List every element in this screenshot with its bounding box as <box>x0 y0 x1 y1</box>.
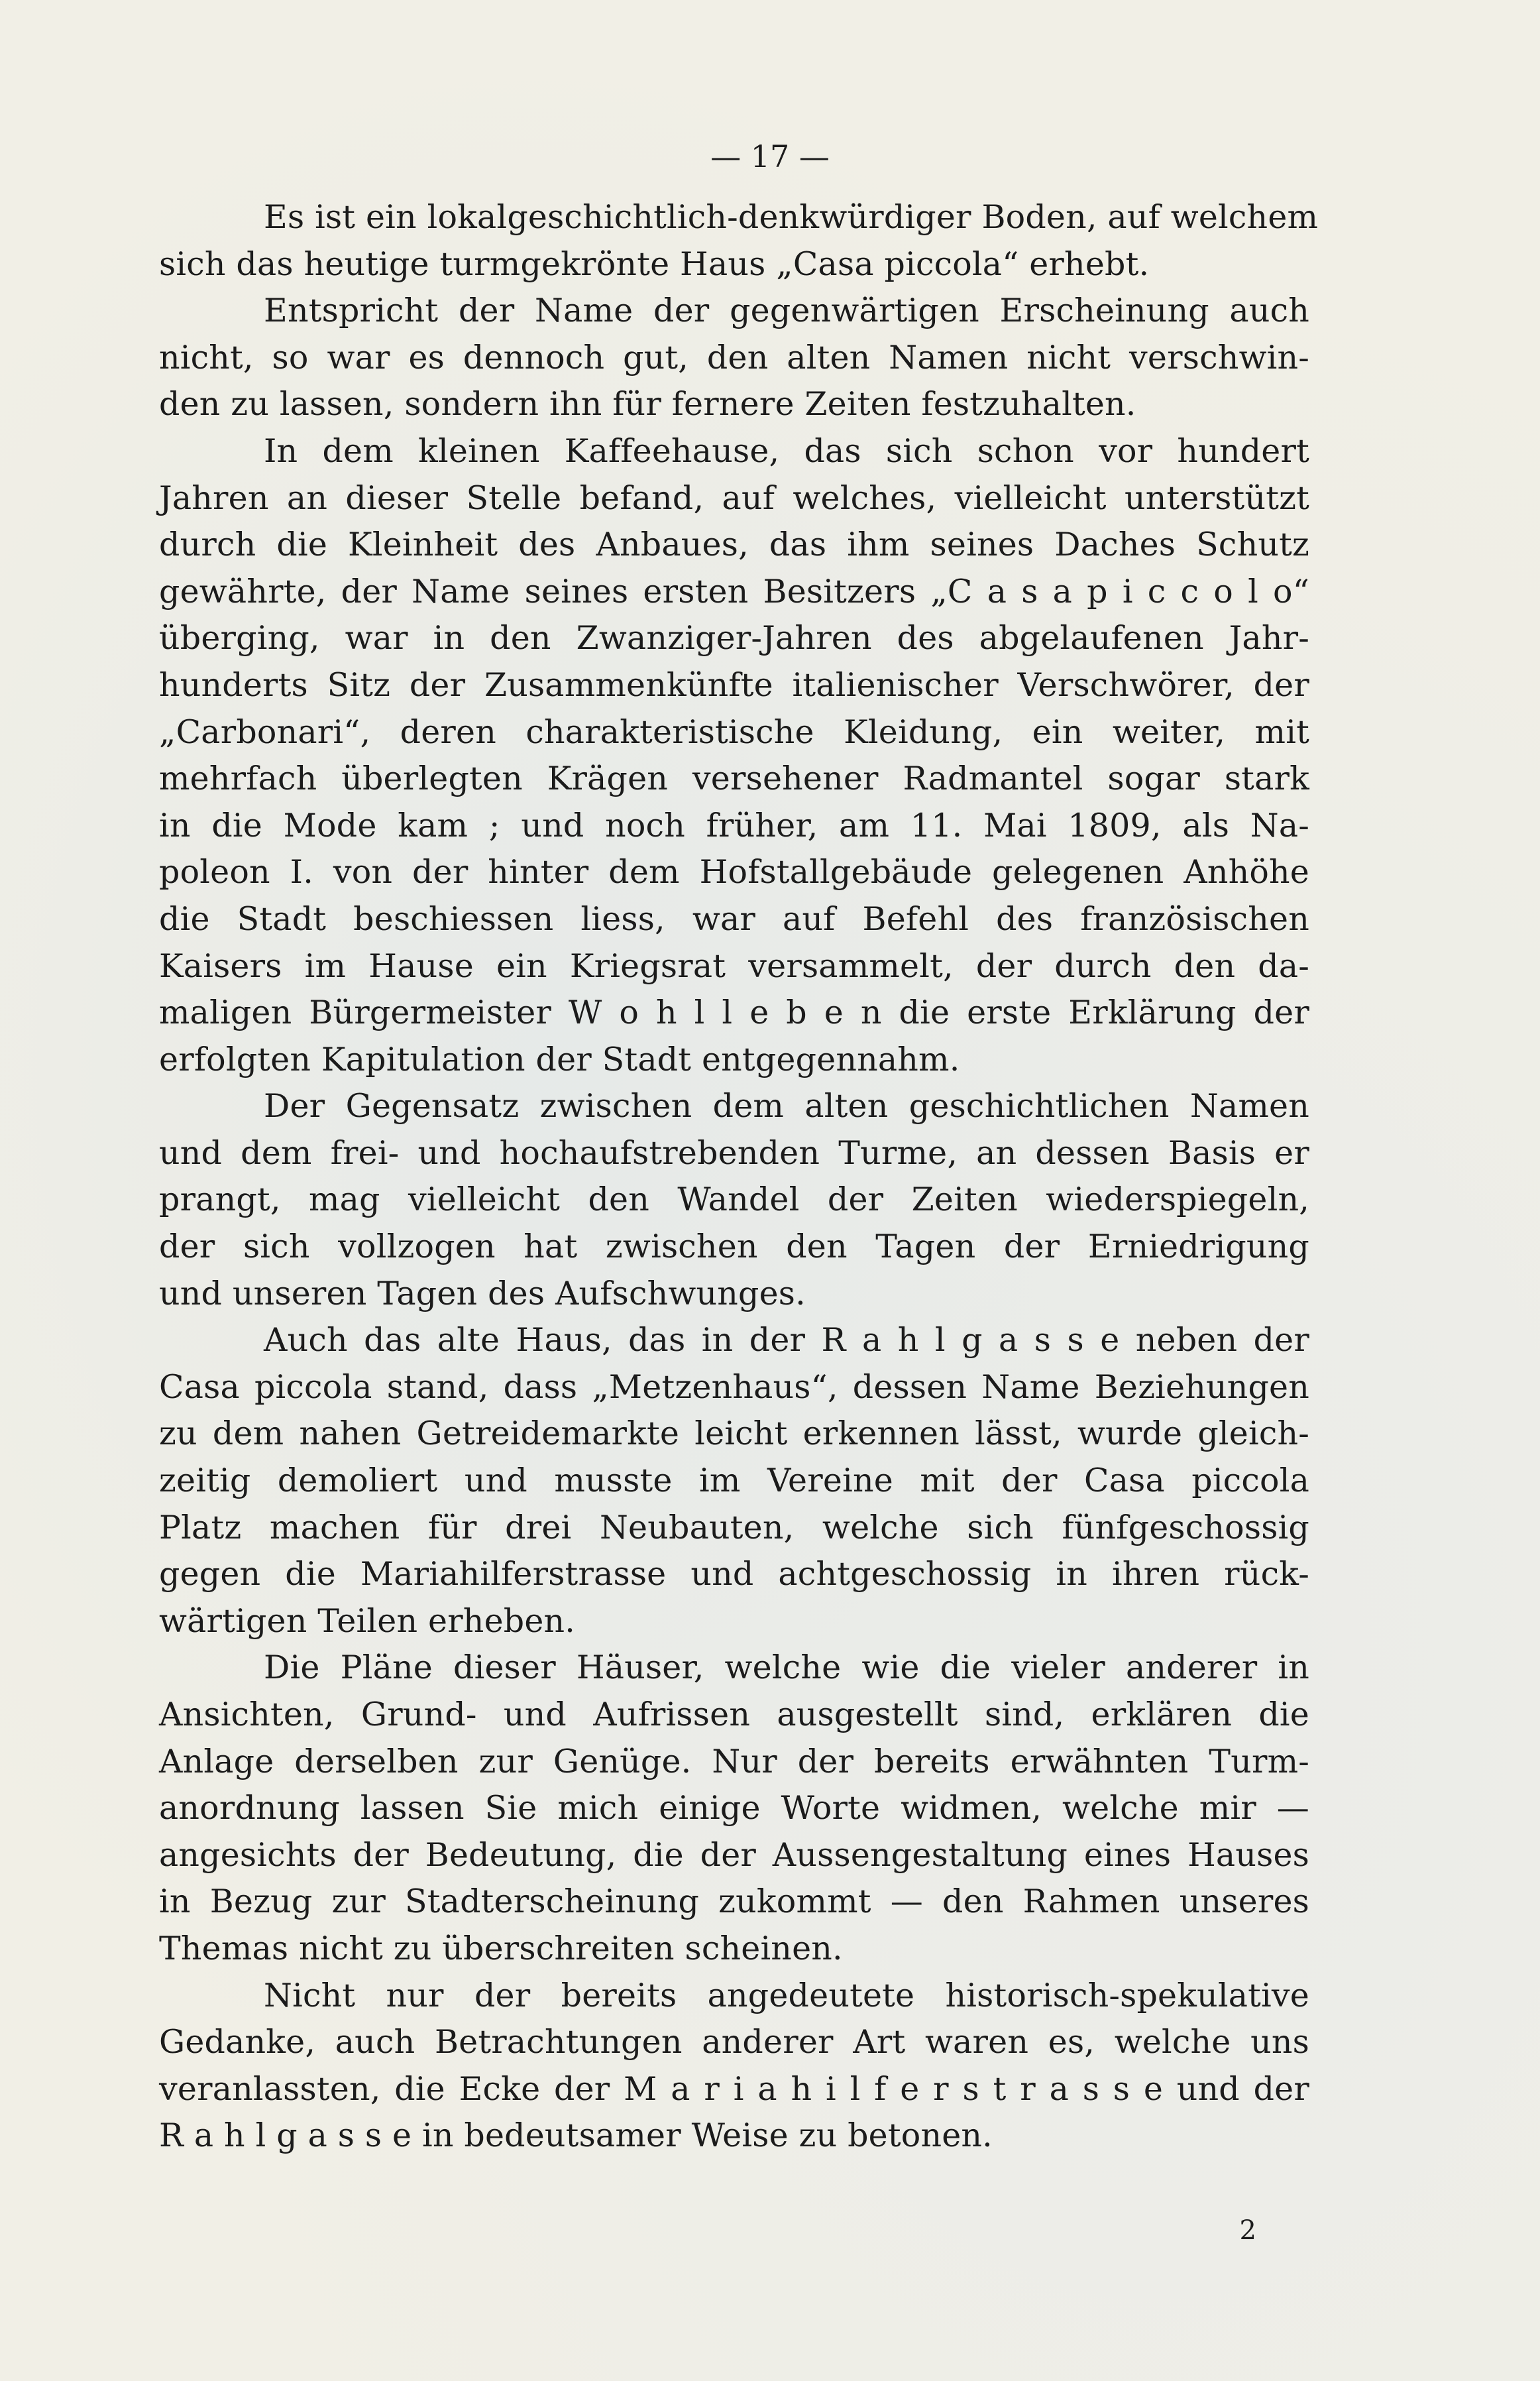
text-line: R a h l g a s s e in bedeutsamer Weise zu betonen. <box>159 2117 993 2155</box>
text-line: zu dem nahen Getreidemarkte leicht erkennen lässt, wurde gleich- <box>159 1415 1309 1453</box>
text-line: In dem kleinen Kaffeehause, das sich schon vor hundert <box>264 432 1309 470</box>
text-line: gegen die Mariahilferstrasse und achtgeschossig in ihren rück- <box>159 1555 1309 1594</box>
text-line: Ansichten, Grund- und Aufrissen ausgestellt sind, erklären die <box>159 1696 1309 1733</box>
text-line: Themas nicht zu überschreiten scheinen. <box>159 1929 843 1967</box>
text-line: und unseren Tagen des Aufschwunges. <box>159 1274 806 1312</box>
text-line: Anlage derselben zur Genüge. Nur der bereits erwähnten Turm- <box>159 1742 1309 1780</box>
text-line: maligen Bürgermeister W o h l l e b e n die erste Erklärung der <box>159 994 1309 1032</box>
text-line: Casa piccola stand, dass „Metzenhaus“, dessen Name Beziehungen <box>159 1367 1309 1406</box>
text-line: mehrfach überlegten Krägen versehener Radmantel sogar stark <box>159 760 1309 798</box>
text-line: poleon I. von der hinter dem Hofstallgebäude gelegenen Anhöhe <box>159 853 1309 892</box>
body-text <box>159 194 1319 2160</box>
text-line: erfolgten Kapitulation der Stadt entgegennahm. <box>159 1040 960 1078</box>
text-line: Auch das alte Haus, das in der R a h l g a s s e neben der <box>264 1321 1309 1360</box>
text-line: Platz machen für drei Neubauten, welche sich fünfgeschossig <box>159 1508 1309 1546</box>
signature-mark: 2 <box>1239 2215 1256 2246</box>
text-line: Entspricht der Name der gegenwärtigen Erscheinung auch <box>264 292 1309 330</box>
text-line: Nicht nur der bereits angedeutete historisch-spekulative <box>264 1976 1309 2014</box>
text-line: der sich vollzogen hat zwischen den Tagen der Erniedrigung <box>159 1228 1309 1266</box>
text-line: Es ist ein lokalgeschichtlich-denkwürdiger Boden, auf welchem <box>264 198 1319 236</box>
text-line: nicht, so war es dennoch gut, den alten Namen nicht verschwin- <box>159 338 1309 377</box>
text-line: wärtigen Teilen erheben. <box>159 1601 576 1640</box>
text-line: zeitig demoliert und musste im Vereine mit der Casa piccola <box>159 1462 1309 1500</box>
text-line: in die Mode kam ; und noch früher, am 11. Mai 1809, als Na- <box>159 806 1309 844</box>
text-line: und dem frei- und hochaufstrebenden Turme, an dessen Basis er <box>159 1133 1309 1172</box>
text-line: anordnung lassen Sie mich einige Worte widmen, welche mir — <box>159 1789 1309 1828</box>
text-line: Der Gegensatz zwischen dem alten geschichtlichen Namen <box>264 1087 1309 1126</box>
text-line: Kaisers im Hause ein Kriegsrat versammelt, der durch den da- <box>159 947 1309 985</box>
text-line: überging, war in den Zwanziger-Jahren des abgelaufenen Jahr- <box>159 619 1309 658</box>
text-line: prangt, mag vielleicht den Wandel der Zeiten wiederspiegeln, <box>159 1181 1309 1219</box>
text-line: die Stadt beschiessen liess, war auf Befehl des französischen <box>159 900 1309 938</box>
text-line: den zu lassen, sondern ihn für fernere Zeiten festzuhalten. <box>159 385 1136 424</box>
text-line: Die Pläne dieser Häuser, welche wie die vieler anderer in <box>264 1649 1309 1687</box>
text-line: in Bezug zur Stadterscheinung zukommt — den Rahmen unseres <box>159 1883 1309 1921</box>
text-line: „Carbonari“, deren charakteristische Kleidung, ein weiter, mit <box>159 713 1309 751</box>
text-line: angesichts der Bedeutung, die der Aussengestaltung eines Hauses <box>159 1835 1309 1874</box>
text-line: durch die Kleinheit des Anbaues, das ihm seines Daches Schutz <box>159 526 1309 564</box>
page-number-header: — 17 — <box>710 139 830 174</box>
text-line: veranlassten, die Ecke der M a r i a h i l f e r s t r a s s e und der <box>159 2069 1309 2108</box>
text-line: gewährte, der Name seines ersten Besitzers „C a s a p i c c o l o“ <box>159 572 1309 610</box>
text-line: sich das heutige turmgekrönte Haus „Casa piccola“ erhebt. <box>159 245 1150 283</box>
text-line: Gedanke, auch Betrachtungen anderer Art waren es, welche uns <box>159 2023 1309 2062</box>
text-line: hunderts Sitz der Zusammenkünfte italienischer Verschwörer, der <box>159 666 1309 704</box>
text-line: Jahren an dieser Stelle befand, auf welches, vielleicht unterstützt <box>159 479 1309 517</box>
